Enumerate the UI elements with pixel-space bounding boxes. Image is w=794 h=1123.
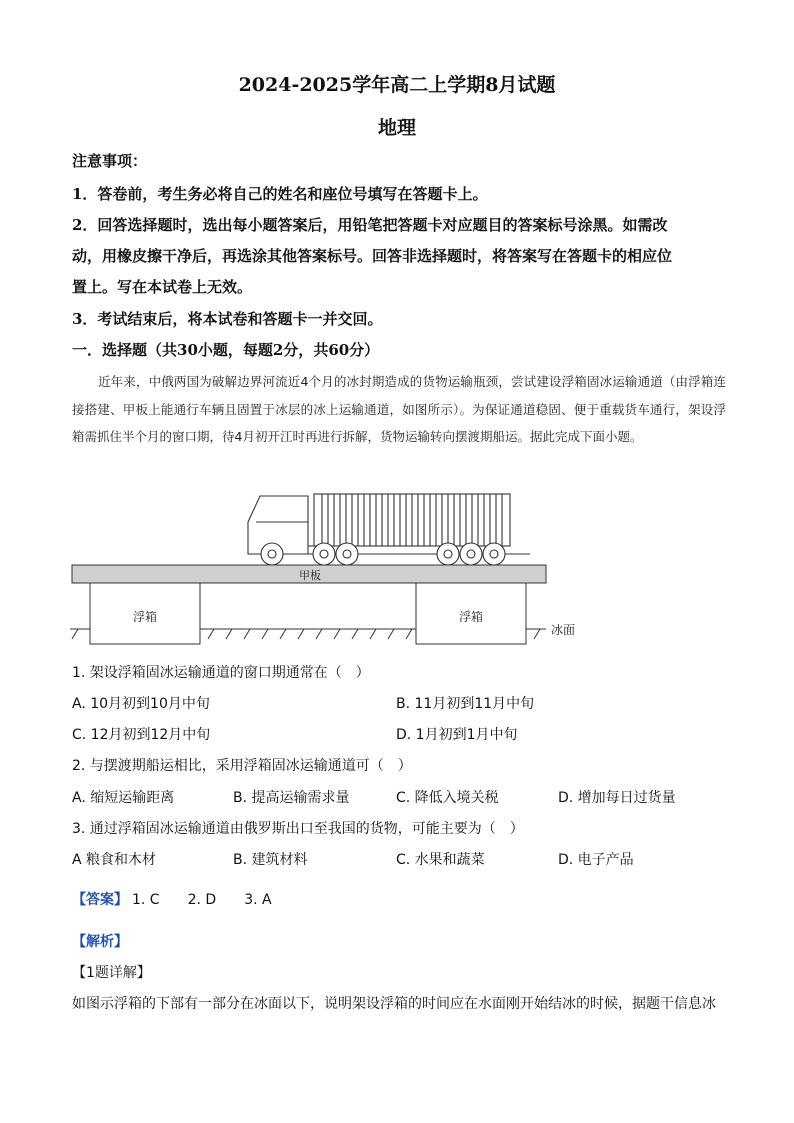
question-1-option-b: B. 11月初到11月中旬 bbox=[396, 696, 535, 712]
analysis-label: 【解析】 bbox=[72, 934, 128, 950]
question-1-option-c: C. 12月初到12月中旬 bbox=[72, 727, 211, 743]
truck-illustration bbox=[248, 494, 530, 565]
pontoon-ice-road-figure bbox=[60, 488, 620, 648]
question-1-option-d: D. 1月初到1月中旬 bbox=[396, 727, 518, 743]
section-heading: 一．选择题（共30小题，每题2分，共60分） bbox=[72, 341, 380, 359]
analysis-text: 如图示浮箱的下部有一部分在冰面以下，说明架设浮箱的时间应在水面刚开始结冰的时候，据题干信息冰 bbox=[72, 996, 716, 1012]
question-2-option-d: D. 增加每日过货量 bbox=[558, 790, 676, 806]
question-3-stem: 3. 通过浮箱固冰运输通道由俄罗斯出口至我国的货物，可能主要为（ ） bbox=[72, 821, 524, 837]
notice-item: 1．答卷前，考生务必将自己的姓名和座位号填写在答题卡上。 bbox=[72, 185, 488, 203]
question-3-option-d: D. 电子产品 bbox=[558, 852, 634, 868]
question-1-option-a: A. 10月初到10月中旬 bbox=[72, 696, 210, 712]
question-3-option-c: C. 水果和蔬菜 bbox=[396, 852, 485, 868]
question-2-option-b: B. 提高运输需求量 bbox=[233, 790, 350, 806]
reading-passage: 近年来，中俄两国为破解边界河流近4个月的冰封期造成的货物运输瓶颈，尝试建设浮箱固冰运输通道（由浮箱连接搭建、甲板上能通行车辆且固置于冰层的冰上运输通道，如图所示）。为保证通道稳固、便于重载货车通行，架设浮箱需抓住半个月的窗口期，待4月初开江时再进行拆解，货物运输转向摆渡期船运。据此完成下面小题。 bbox=[72, 374, 726, 444]
notice-item: 置上。写在本试卷上无效。 bbox=[72, 278, 253, 296]
notice-item: 2．回答选择题时，选出每小题答案后，用铅笔把答题卡对应题目的答案标号涂黑。如需改 bbox=[72, 216, 668, 234]
deck-label: 甲板 bbox=[299, 569, 321, 582]
question-1-stem: 1. 架设浮箱固冰运输通道的窗口期通常在（ ） bbox=[72, 665, 370, 681]
question-2-stem: 2. 与摆渡期船运相比，采用浮箱固冰运输通道可（ ） bbox=[72, 758, 412, 774]
notice-item: 动，用橡皮擦干净后，再选涂其他答案标号。回答非选择题时，将答案写在答题卡的相应位 bbox=[72, 247, 673, 265]
answer-item: 1. C bbox=[132, 892, 160, 908]
pontoon-left-label: 浮箱 bbox=[132, 610, 158, 624]
question-2-option-c: C. 降低入境关税 bbox=[396, 790, 499, 806]
notice-heading: 注意事项： bbox=[72, 152, 148, 170]
detail-label: 【1题详解】 bbox=[72, 965, 151, 981]
exam-subject: 地理 bbox=[377, 117, 416, 139]
question-3-option-a: A 粮食和木材 bbox=[72, 852, 157, 868]
ice-label: 冰面 bbox=[551, 623, 576, 637]
answer-label: 【答案】 bbox=[72, 892, 128, 908]
notice-item: 3．考试结束后，将本试卷和答题卡一并交回。 bbox=[72, 310, 383, 328]
answer-item: 2. D bbox=[187, 892, 217, 908]
answer-key bbox=[72, 889, 296, 909]
answer-item: 3. A bbox=[244, 892, 272, 908]
question-2-option-a: A. 缩短运输距离 bbox=[72, 790, 175, 806]
pontoon-right-label: 浮箱 bbox=[458, 610, 484, 624]
exam-title: 2024-2025学年高二上学期8月试题 bbox=[238, 74, 556, 96]
question-3-option-b: B. 建筑材料 bbox=[233, 852, 308, 868]
